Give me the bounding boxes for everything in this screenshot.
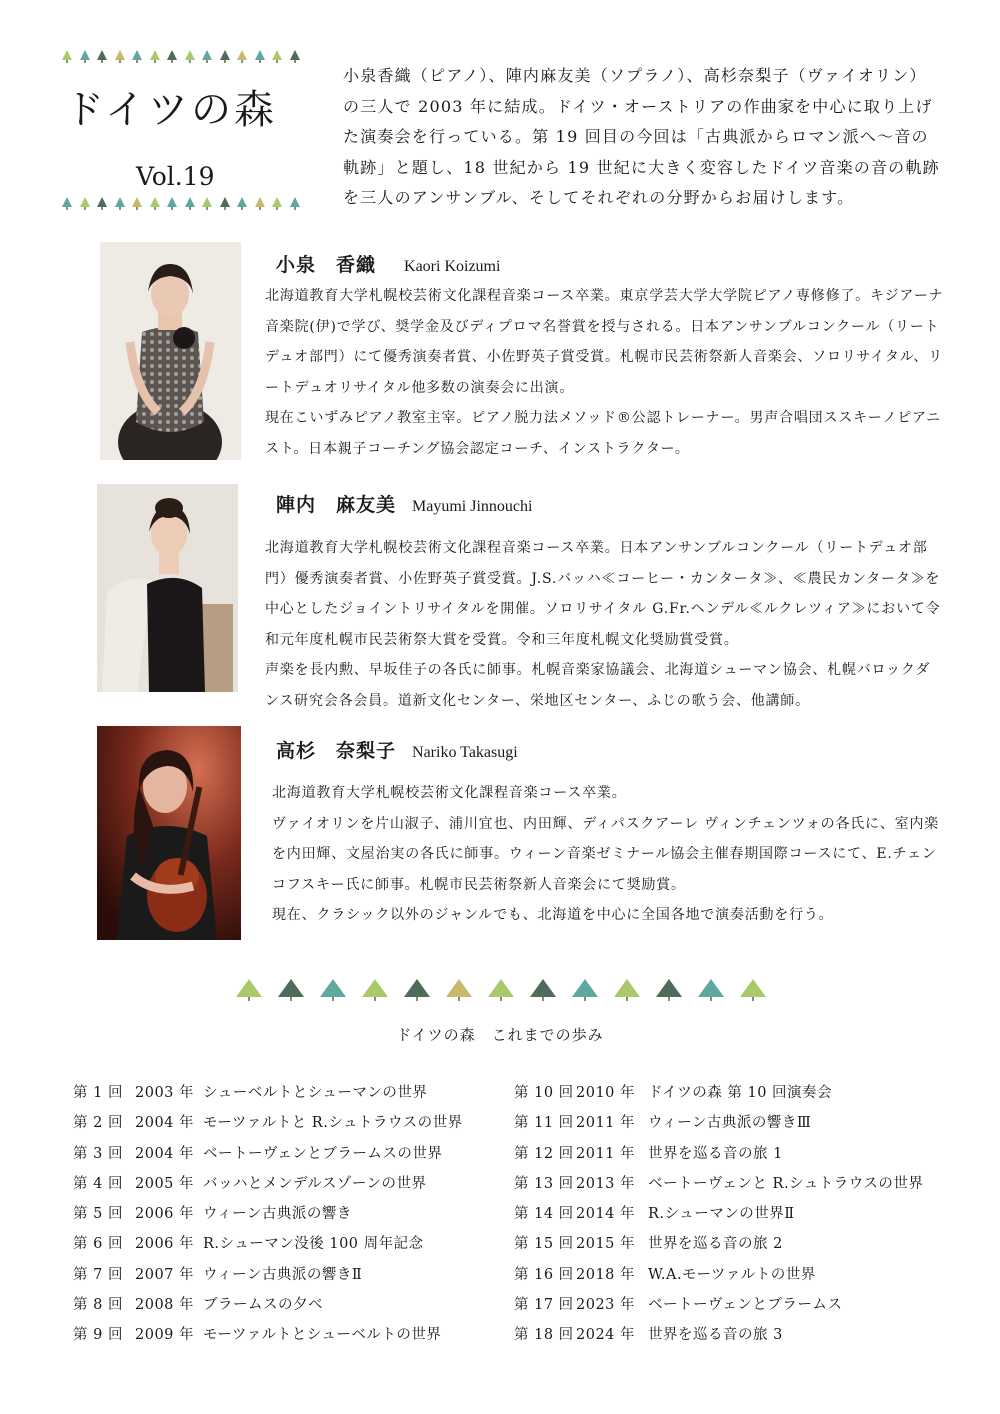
bio-paragraph: 声楽を長内勲、早坂佳子の各氏に師事。札幌音楽家協議会、北海道シューマン協会、札幌バロックダンス研究会各会員。道新文化センター、栄地区センター、ふじの歌う会、他講師。 xyxy=(265,662,931,709)
history-title: モーツァルトとシューベルトの世界 xyxy=(203,1327,442,1344)
tree-icon xyxy=(404,979,430,997)
tree-icon xyxy=(97,197,107,207)
history-heading: ドイツの森 これまでの歩み xyxy=(396,1026,604,1044)
tree-icon xyxy=(132,197,142,207)
tree-icon xyxy=(237,50,247,60)
bio-paragraph: 北海道教育大学札幌校芸術文化課程音楽コース卒業。 xyxy=(272,785,627,801)
history-edition: 第 1 回 xyxy=(73,1085,123,1101)
tree-icon xyxy=(167,50,177,60)
history-title: 世界を巡る音の旅 1 xyxy=(648,1145,783,1162)
history-title: R.シューマン没後 100 周年記念 xyxy=(203,1236,424,1253)
history-year: 2006 年 xyxy=(135,1236,195,1253)
performer-name-jp: 高杉 奈梨子 xyxy=(276,740,397,762)
performer-bio-takasugi xyxy=(272,778,947,931)
portrait-photo-jinnouchi xyxy=(97,484,238,692)
tree-icon xyxy=(220,50,230,60)
tree-border-top xyxy=(62,50,307,60)
history-edition: 第 13 回 xyxy=(514,1175,574,1192)
tree-icon xyxy=(62,50,72,60)
history-item xyxy=(73,1293,463,1323)
tree-icon xyxy=(115,50,125,60)
bio-paragraph: 現在こいずみピアノ教室主宰。ピアノ脱力法メソッド®公認トレーナー。男声合唱団ススキーノピアニスト。日本親子コーチング協会認定コーチ、インストラクター。 xyxy=(265,410,941,457)
tree-icon xyxy=(185,197,195,207)
portrait-photo-takasugi xyxy=(97,726,241,940)
history-item xyxy=(514,1232,923,1262)
history-title: 世界を巡る音の旅 3 xyxy=(648,1327,783,1344)
tree-icon xyxy=(740,979,766,997)
history-edition: 第 12 回 xyxy=(514,1145,574,1162)
tree-icon xyxy=(202,50,212,60)
history-edition: 第 8 回 xyxy=(73,1297,123,1314)
history-title: ウィーン古典派の響きⅢ xyxy=(648,1115,812,1132)
tree-icon xyxy=(62,197,72,207)
history-year: 2010 年 xyxy=(576,1085,636,1101)
history-edition: 第 17 回 xyxy=(514,1297,574,1314)
tree-icon xyxy=(446,979,472,997)
history-title: ブラームスの夕べ xyxy=(203,1297,323,1314)
performer-name-jp: 陣内 麻友美 xyxy=(276,494,397,516)
tree-icon xyxy=(290,50,300,60)
history-title: バッハとメンデルスゾーンの世界 xyxy=(203,1175,427,1192)
history-item xyxy=(514,1202,923,1232)
history-list-right xyxy=(514,1081,923,1354)
tree-icon xyxy=(488,979,514,997)
history-title: ドイツの森 第 10 回演奏会 xyxy=(648,1085,833,1101)
history-year: 2006 年 xyxy=(135,1206,195,1223)
history-year: 2011 年 xyxy=(576,1115,636,1132)
performer-name-jp: 小泉 香織 xyxy=(276,254,377,276)
intro-text: 小泉香織（ピアノ）、陣内麻友美（ソプラノ）、高杉奈梨子（ヴァイオリン）の三人で 2003 年に結成。ドイツ・オーストリアの作曲家を中心に取り上げた演奏会を行っている。第 19 回目の今回は「古典派からロマン派へ〜音の軌跡」と題し、18 世紀から 19 世紀に大きく変容したドイツ音楽の音の軌跡を三人のアンサンブル、そしてそれぞれの分野からお届けします。 xyxy=(343,66,940,207)
performer-name-en: Mayumi Jinnouchi xyxy=(412,498,533,515)
tree-icon xyxy=(290,197,300,207)
tree-icon xyxy=(272,50,282,60)
history-item xyxy=(73,1323,463,1353)
history-edition: 第 4 回 xyxy=(73,1175,123,1192)
bio-paragraph: 現在、クラシック以外のジャンルでも、北海道を中心に全国各地で演奏活動を行う。 xyxy=(272,907,834,923)
history-year: 2024 年 xyxy=(576,1327,636,1344)
tree-icon xyxy=(255,50,265,60)
history-edition: 第 2 回 xyxy=(73,1115,123,1132)
tree-icon xyxy=(185,50,195,60)
history-item xyxy=(73,1142,463,1172)
history-edition: 第 16 回 xyxy=(514,1266,574,1283)
history-edition: 第 6 回 xyxy=(73,1236,123,1253)
tree-icon xyxy=(237,197,247,207)
history-year: 2023 年 xyxy=(576,1297,636,1314)
history-year: 2004 年 xyxy=(135,1115,195,1132)
bio-paragraph: 北海道教育大学札幌校芸術文化課程音楽コース卒業。東京学芸大学大学院ピアノ専修修了。キジアーナ音楽院(伊)で学び、奨学金及びディプロマ名誉賞を授与される。日本アンサンブルコンクール（リートデュオ部門）にて優秀演奏者賞、小佐野英子賞受賞。札幌市民芸術祭新人音楽会、ソロリサイタル、リートデュオリサイタル他多数の演奏会に出演。 xyxy=(265,288,944,396)
history-title: W.A.モーツァルトの世界 xyxy=(648,1266,816,1283)
portrait-photo-koizumi xyxy=(100,242,241,460)
tree-icon xyxy=(572,979,598,997)
tree-icon xyxy=(362,979,388,997)
history-title: 世界を巡る音の旅 2 xyxy=(648,1236,783,1253)
history-year: 2011 年 xyxy=(576,1145,636,1162)
history-edition: 第 15 回 xyxy=(514,1236,574,1253)
history-edition: 第 5 回 xyxy=(73,1206,123,1223)
tree-icon xyxy=(614,979,640,997)
history-year: 2008 年 xyxy=(135,1297,195,1314)
history-title: ウィーン古典派の響きⅡ xyxy=(203,1266,363,1283)
page-title: ドイツの森 xyxy=(64,87,277,133)
history-title: ウィーン古典派の響き xyxy=(203,1206,352,1223)
tree-icon xyxy=(150,197,160,207)
history-year: 2007 年 xyxy=(135,1266,195,1283)
tree-icon xyxy=(150,50,160,60)
history-item xyxy=(73,1232,463,1262)
history-item xyxy=(73,1263,463,1293)
history-year: 2005 年 xyxy=(135,1175,195,1192)
tree-icon xyxy=(97,50,107,60)
history-title: R.シューマンの世界Ⅱ xyxy=(648,1206,795,1223)
tree-icon xyxy=(698,979,724,997)
history-edition: 第 14 回 xyxy=(514,1206,574,1223)
history-item xyxy=(73,1202,463,1232)
history-edition: 第 7 回 xyxy=(73,1266,123,1283)
history-item xyxy=(514,1142,923,1172)
tree-icon xyxy=(115,197,125,207)
history-item xyxy=(73,1172,463,1202)
history-title: モーツァルトと R.シュトラウスの世界 xyxy=(203,1115,463,1132)
tree-icon xyxy=(272,197,282,207)
performer-bio-koizumi xyxy=(265,281,945,464)
tree-divider xyxy=(236,979,782,997)
tree-icon xyxy=(255,197,265,207)
tree-icon xyxy=(80,197,90,207)
history-item xyxy=(514,1263,923,1293)
history-item xyxy=(514,1293,923,1323)
history-edition: 第 10 回 xyxy=(514,1085,574,1101)
performer-bio-jinnouchi xyxy=(265,533,945,716)
history-title: ベートーヴェンとブラームスの世界 xyxy=(203,1145,443,1162)
performer-name-en: Kaori Koizumi xyxy=(404,258,501,275)
tree-icon xyxy=(220,197,230,207)
history-edition: 第 9 回 xyxy=(73,1327,123,1344)
tree-icon xyxy=(278,979,304,997)
history-edition: 第 11 回 xyxy=(514,1115,574,1132)
history-title: ベートーヴェンと R.シュトラウスの世界 xyxy=(648,1175,924,1192)
history-item xyxy=(73,1111,463,1141)
history-year: 2009 年 xyxy=(135,1327,195,1344)
tree-icon xyxy=(132,50,142,60)
tree-icon xyxy=(202,197,212,207)
history-year: 2003 年 xyxy=(135,1085,195,1101)
history-item xyxy=(73,1081,463,1111)
volume-label: Vol.19 xyxy=(136,162,215,191)
history-year: 2013 年 xyxy=(576,1175,636,1192)
performer-name-jinnouchi xyxy=(276,490,532,517)
performer-name-koizumi xyxy=(276,250,500,277)
tree-icon xyxy=(530,979,556,997)
tree-icon xyxy=(80,50,90,60)
tree-icon xyxy=(320,979,346,997)
history-item xyxy=(514,1081,923,1111)
tree-icon xyxy=(236,979,262,997)
history-year: 2015 年 xyxy=(576,1236,636,1253)
history-edition: 第 3 回 xyxy=(73,1145,123,1162)
bio-paragraph: ヴァイオリンを片山淑子、浦川宜也、内田輝、ディパスクアーレ ヴィンチェンツォの各氏に、室内楽を内田輝、文屋治実の各氏に師事。ウィーン音楽ゼミナール協会主催春期国際コースにて、E.チェンコフスキー氏に師事。札幌市民芸術祭新人音楽会にて奨励賞。 xyxy=(272,815,940,893)
history-item xyxy=(514,1111,923,1141)
performer-name-en: Nariko Takasugi xyxy=(412,744,518,761)
history-year: 2004 年 xyxy=(135,1145,195,1162)
history-item xyxy=(514,1323,923,1353)
tree-icon xyxy=(167,197,177,207)
tree-icon xyxy=(656,979,682,997)
history-title: ベートーヴェンとブラームス xyxy=(648,1297,843,1314)
history-title: シューベルトとシューマンの世界 xyxy=(203,1085,428,1101)
history-edition: 第 18 回 xyxy=(514,1327,574,1344)
history-year: 2014 年 xyxy=(576,1206,636,1223)
bio-paragraph: 北海道教育大学札幌校芸術文化課程音楽コース卒業。日本アンサンブルコンクール（リートデュオ部門）優秀演奏者賞、小佐野英子賞受賞。J.S.バッハ≪コーヒー・カンタータ≫、≪農民カンタータ≫を中心としたジョイントリサイタルを開催。ソロリサイタル G.Fr.ヘンデル≪ルクレツィア≫において令和元年度札幌市民芸術祭大賞を受賞。令和三年度札幌文化奨励賞受賞。 xyxy=(265,540,941,648)
history-item xyxy=(514,1172,923,1202)
history-list-left xyxy=(73,1081,463,1354)
performer-name-takasugi xyxy=(276,736,518,763)
tree-border-bottom xyxy=(62,197,307,207)
history-year: 2018 年 xyxy=(576,1266,636,1283)
